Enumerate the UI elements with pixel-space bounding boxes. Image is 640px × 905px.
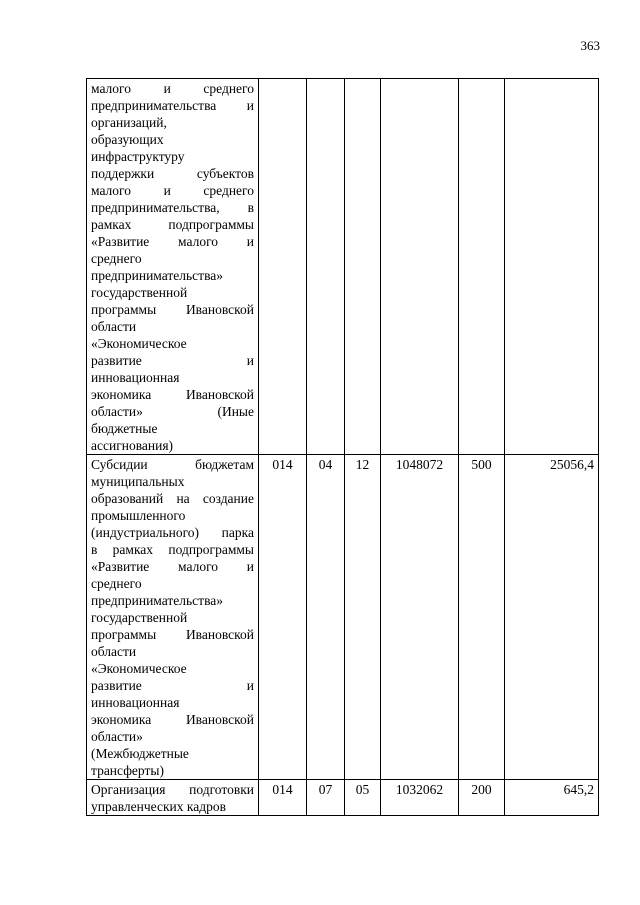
subsection-code-cell	[345, 79, 381, 455]
expense-name-line: образующих	[91, 132, 164, 147]
expense-name-line: Субсидии бюджетам	[91, 457, 254, 472]
expense-name-line: управленческих кадров	[91, 799, 226, 814]
ministry-code-cell: 014	[259, 780, 307, 816]
target-article-cell	[381, 79, 459, 455]
expense-type-cell	[459, 79, 505, 455]
expense-name-line: области»	[91, 729, 143, 744]
target-article-cell: 1048072	[381, 455, 459, 780]
subsection-code-cell: 12	[345, 455, 381, 780]
expense-name-line: (Межбюджетные	[91, 746, 189, 761]
expense-name-line: предпринимательства и	[91, 98, 254, 113]
expense-name-line: поддержки субъектов	[91, 166, 254, 181]
amount-cell: 25056,4	[505, 455, 599, 780]
expense-name-line: государственной	[91, 610, 188, 625]
expense-name-line: среднего	[91, 576, 142, 591]
amount-cell: 645,2	[505, 780, 599, 816]
expense-name-line: инновационная	[91, 370, 180, 385]
amount-cell	[505, 79, 599, 455]
expense-name-line: рамках подпрограммы	[91, 217, 254, 232]
expense-name-line: бюджетные	[91, 421, 158, 436]
expense-type-cell: 500	[459, 455, 505, 780]
expense-name-line: «Развитие малого и	[91, 559, 254, 574]
expense-name-cell	[87, 455, 259, 780]
expense-name-line: «Развитие малого и	[91, 234, 254, 249]
expense-name-line: (индустриального) парка	[91, 525, 254, 540]
expense-name-line: государственной	[91, 285, 188, 300]
expense-name-line: в рамках подпрограммы	[91, 542, 254, 557]
expense-name-cell	[87, 79, 259, 455]
expense-type-cell: 200	[459, 780, 505, 816]
expense-name-line: среднего	[91, 251, 142, 266]
expense-name-line: трансферты)	[91, 763, 164, 778]
ministry-code-cell	[259, 79, 307, 455]
expense-name-line: предпринимательства»	[91, 593, 224, 608]
section-code-cell: 07	[307, 780, 345, 816]
expense-name-line: организаций,	[91, 115, 167, 130]
expense-name-line: экономика Ивановской	[91, 712, 254, 727]
expense-name-line: промышленного	[91, 508, 186, 523]
expense-name-line: ассигнования)	[91, 438, 174, 453]
target-article-cell: 1032062	[381, 780, 459, 816]
expense-name-line: инфраструктуру	[91, 149, 185, 164]
page-number: 363	[580, 38, 600, 53]
expense-name-line: малого и среднего	[91, 183, 254, 198]
expense-name-line: программы Ивановской	[91, 627, 254, 642]
expense-name-cell	[87, 780, 259, 816]
table-row	[87, 79, 599, 455]
expense-name-line: образований на создание	[91, 491, 254, 506]
expense-name-line: области	[91, 319, 137, 334]
expense-name-line: малого и среднего	[91, 81, 254, 96]
expense-name-line: муниципальных	[91, 474, 185, 489]
expense-name-line: «Экономическое	[91, 336, 187, 351]
ministry-code-cell: 014	[259, 455, 307, 780]
expense-name-line: программы Ивановской	[91, 302, 254, 317]
section-code-cell	[307, 79, 345, 455]
subsection-code-cell: 05	[345, 780, 381, 816]
expense-name-line: экономика Ивановской	[91, 387, 254, 402]
expense-name-line: развитие и	[91, 678, 254, 693]
expense-name-line: предпринимательства»	[91, 268, 224, 283]
table-row	[87, 780, 599, 816]
expense-name-line: области» (Иные	[91, 404, 254, 419]
expense-name-line: области	[91, 644, 137, 659]
expense-name-line: развитие и	[91, 353, 254, 368]
table-row	[87, 455, 599, 780]
expense-name-line: «Экономическое	[91, 661, 187, 676]
expense-name-line: предпринимательства, в	[91, 200, 254, 215]
expense-name-line: инновационная	[91, 695, 180, 710]
expense-name-line: Организация подготовки	[91, 782, 254, 797]
section-code-cell: 04	[307, 455, 345, 780]
budget-table	[86, 78, 599, 816]
